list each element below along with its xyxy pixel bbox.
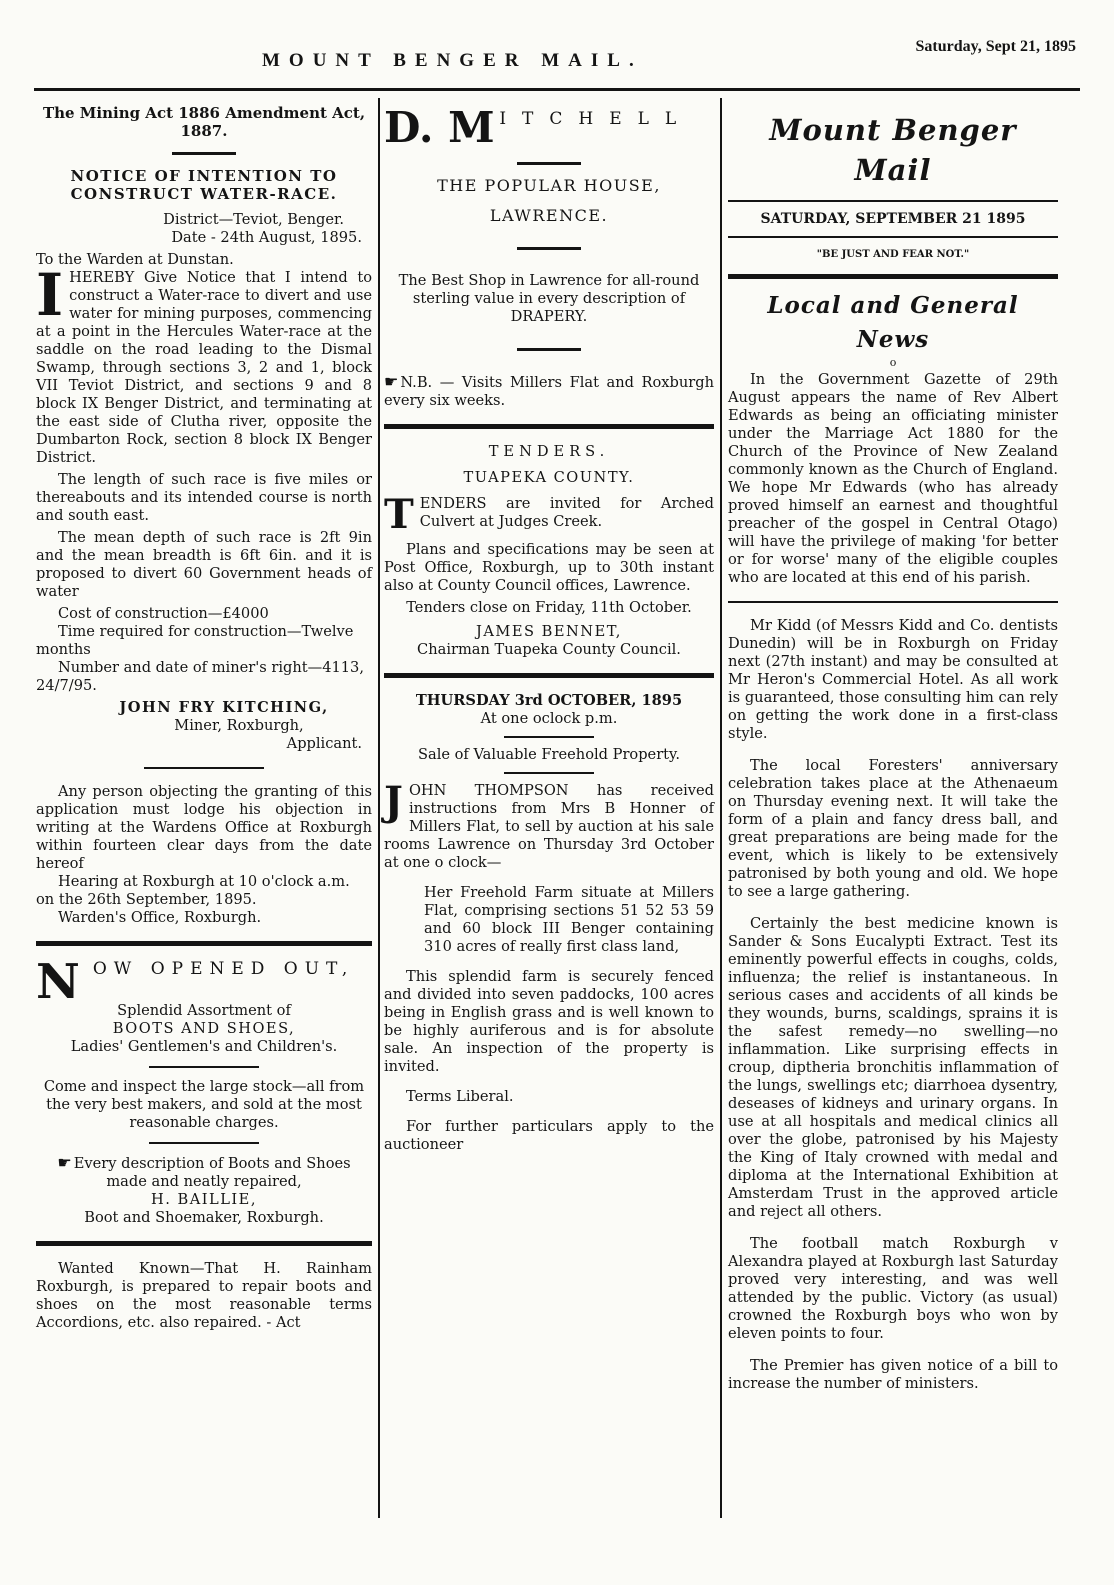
divider	[149, 1066, 259, 1068]
dropcap: I	[36, 261, 64, 329]
construction-cost: Cost of construction—£4000	[58, 605, 269, 622]
notice-date: Date - 24th August, 1895.	[171, 229, 362, 246]
product: BOOTS AND SHOES,	[112, 1020, 296, 1037]
hearing: Hearing at Roxburgh at 10 o'clock a.m. on the 26th September, 1895.	[36, 873, 350, 908]
tenders-notice	[384, 443, 714, 659]
dropcap: N	[36, 954, 87, 1010]
tenders-heading: TENDERS.	[488, 443, 610, 460]
section-rule	[728, 274, 1058, 279]
time-required: Time required for construction—Twelve months	[36, 623, 354, 658]
divider	[728, 601, 1058, 603]
county: TUAPEKA COUNTY.	[463, 469, 635, 486]
divider	[504, 772, 594, 774]
mitchell-name	[384, 103, 714, 152]
repair-note: ☛ Every description of Boots and Shoes made and neatly repaired,	[57, 1153, 351, 1190]
news-item: Mr Kidd (of Messrs Kidd and Co. dentists Dunedin) will be in Roxburgh on Friday next (27th instant) and may be consulted at Mr Heron's Commercial Hotel. As all work is guaranteed, those consulting him can rely on getting the work done in a first-class style.	[728, 617, 1058, 742]
masthead	[34, 28, 1084, 88]
pointing-hand-icon: ☛	[57, 1153, 72, 1172]
divider	[517, 162, 581, 165]
divider	[728, 200, 1058, 202]
dropcap: J	[384, 778, 403, 825]
name-rest: ITCHELL	[499, 109, 693, 129]
audience: Ladies' Gentlemen's and Children's.	[70, 1038, 338, 1055]
drapery-pitch: The Best Shop in Lawrence for all-round sterling value in every description of DRAPERY.	[398, 272, 700, 325]
auction-particulars: For further particulars apply to the auctioneer	[384, 1118, 714, 1153]
section-rule	[36, 941, 372, 946]
applicant-role: Miner, Roxburgh,	[174, 717, 304, 734]
news-heading: Local and General News	[767, 292, 1019, 353]
town: LAWRENCE.	[489, 206, 609, 225]
issue-date: Saturday, Sept 21, 1895	[915, 38, 1076, 55]
divider	[504, 736, 594, 738]
wardens-office: Warden's Office, Roxburgh.	[58, 909, 262, 926]
act-title: The Mining Act 1886 Amendment Act, 1887.	[42, 104, 366, 140]
chairman-name: JAMES BENNET,	[476, 623, 622, 640]
tender-close: Tenders close on Friday, 11th October.	[406, 599, 692, 616]
tender-invitation: TENDERS are invited for Arched Culvert at Judges Creek.	[384, 491, 714, 538]
notice-heading: NOTICE OF INTENTION TO CONSTRUCT WATER-RACE.	[70, 167, 338, 203]
paper-name: MOUNT BENGER MAIL.	[262, 50, 643, 71]
divider	[144, 767, 264, 769]
visits-note: ☛ N.B. — Visits Millers Flat and Roxburgh every six weeks.	[384, 372, 714, 409]
divider	[149, 1142, 259, 1144]
auction-intro: JOHN THOMPSON has received instructions from Mrs B Honner of Millers Flat, to sell by auction at his sale rooms Lawrence on Thursday 3rd October at one o clock—	[384, 778, 714, 871]
race-depth: The mean depth of such race is 2ft 9in and the mean breadth is 6ft 6in. and it is proposed to divert 60 Government heads of water	[36, 529, 372, 600]
news-item: The football match Roxburgh v Alexandra played at Roxburgh last Saturday proved very interesting, and was well attended by the public. Victory (as usual) crowned the Roxburgh boys who won by eleven points to four.	[728, 1235, 1058, 1342]
auction-date: THURSDAY 3rd OCTOBER, 1895	[415, 692, 683, 709]
motto: "BE JUST AND FEAR NOT."	[816, 249, 970, 260]
auction-time: At one oclock p.m.	[480, 710, 618, 727]
mitchell-advert	[384, 103, 714, 410]
column-rule-right	[720, 98, 722, 1518]
boots-heading: NOW OPENED OUT,	[36, 954, 355, 1010]
column-2	[384, 104, 714, 1154]
section-rule	[384, 424, 714, 429]
chairman-role: Chairman Tuapeka County Council.	[417, 641, 681, 658]
auction-notice	[384, 692, 714, 1154]
farm-details: This splendid farm is securely fenced and divided into seven paddocks, 100 acres being in English grass and is well known to be highly auriferous and is for absolute sale. An inspection of the property is invited.	[384, 968, 714, 1075]
maker-role: Boot and Shoemaker, Roxburgh.	[84, 1209, 324, 1226]
column-rule-left	[378, 98, 380, 1518]
column-3	[728, 104, 1058, 1393]
race-length: The length of such race is five miles or thereabouts and its intended course is north and south east.	[36, 471, 372, 524]
plans-info: Plans and specifications may be seen at Post Office, Roxburgh, up to 30th instant also at County Council offices, Lawrence.	[384, 541, 714, 594]
wanted-notice	[36, 1260, 372, 1332]
divider-glyph: o	[889, 356, 897, 369]
wanted-text: Wanted Known—That H. Rainham Roxburgh, is prepared to repair boots and shoes on the most reasonable terms Accordions, etc. also repaired. - Act	[36, 1260, 372, 1331]
tagline: THE POPULAR HOUSE,	[437, 176, 661, 195]
applicant-name: JOHN FRY KITCHING,	[119, 699, 329, 716]
district: District—Teviot, Benger.	[163, 211, 344, 228]
masthead-rule	[34, 88, 1080, 91]
pointing-hand-icon: ☛	[384, 372, 399, 391]
farm-description: Her Freehold Farm situate at Millers Flat, comprising sections 51 52 53 59 and 60 block III Benger containing 310 acres of really first class land,	[424, 884, 714, 955]
notice-body: IHEREBY Give Notice that I intend to construct a Water-race to divert and use water for mining purposes, commencing at a point in the Hercules Water-race at the saddle on the road leading to the Dismal Swamp, through sections 3, 2 and 1, block VII Teviot District, and sections 9 and 8 block IX Benger District, and terminating at the east side of Clutha river, opposite the Dumbarton Rock, section 8 block IX Benger District.	[36, 261, 372, 466]
maker-name: H. BAILLIE,	[151, 1191, 257, 1208]
section-rule	[384, 673, 714, 678]
boots-advert	[36, 954, 372, 1227]
applicant-label: Applicant.	[286, 735, 362, 752]
section-rule	[36, 1241, 372, 1246]
divider	[728, 236, 1058, 238]
addressee: To the Warden at Dunstan.	[36, 251, 234, 268]
dropcap: T	[384, 491, 414, 538]
news-item: In the Government Gazette of 29th August appears the name of Rev Albert Edwards as being an officiating minister under the Marriage Act 1880 for the Church of the Province of New Zealand commonly known as the Church of England. We hope Mr Edwards (who has already proved himself an earnest and thoughtful preacher of the gospel in Central Otago) will have the privilege of making 'for better or for worse' many of the eligible couples who are located at this end of his parish.	[728, 371, 1058, 586]
date-line: SATURDAY, SEPTEMBER 21 1895	[760, 211, 1026, 227]
name-initial: D. M	[384, 103, 495, 152]
column-1	[36, 104, 372, 1332]
divider	[517, 348, 581, 351]
objection-notice: Any person objecting the granting of this application must lodge his objection in writing at the Wardens Office at Roxburgh within fourteen clear days from the date hereof	[36, 783, 372, 872]
auction-terms: Terms Liberal.	[406, 1088, 514, 1105]
news-item: The local Foresters' anniversary celebration takes place at the Athenaeum on Thursday evening next. It will take the form of a plain and fancy dress ball, and great preparations are being made for the event, which is likely to be extensively patronised by both young and old. We hope to see a large gathering.	[728, 757, 1058, 900]
divider	[517, 247, 581, 250]
news-item: The Premier has given notice of a bill to increase the number of ministers.	[728, 1357, 1058, 1392]
divider	[172, 152, 236, 155]
auction-title: Sale of Valuable Freehold Property.	[418, 746, 680, 763]
news-item: Certainly the best medicine known is Sander & Sons Eucalypti Extract. Test its eminently powerful effects in coughs, colds, influenza; the relief is instantaneous. In serious cases and accidents of all kinds be they wounds, burns, scaldings, sprains it is the safest remedy—no swelling—no inflammation. Like surprising effects in croup, diptheria bronchitis inflammation of the lungs, swellings etc; diarrhoea dysentry, deseases of kidneys and urinary organs. In use at all hospitals and medical clinics all over the globe, patronised by his Majesty the King of Italy crowned with medal and diploma at the International Exhibition at Amsterdam Trust in the approved article and reject all others.	[728, 915, 1058, 1220]
assortment: Splendid Assortment of	[117, 1002, 291, 1019]
water-race-notice	[36, 104, 372, 927]
stock-invitation: Come and inspect the large stock—all from the very best makers, and sold at the most reasonable charges.	[43, 1078, 365, 1131]
paper-title: Mount Benger Mail	[769, 113, 1017, 187]
miners-right: Number and date of miner's right—4113, 24/7/95.	[36, 659, 364, 694]
